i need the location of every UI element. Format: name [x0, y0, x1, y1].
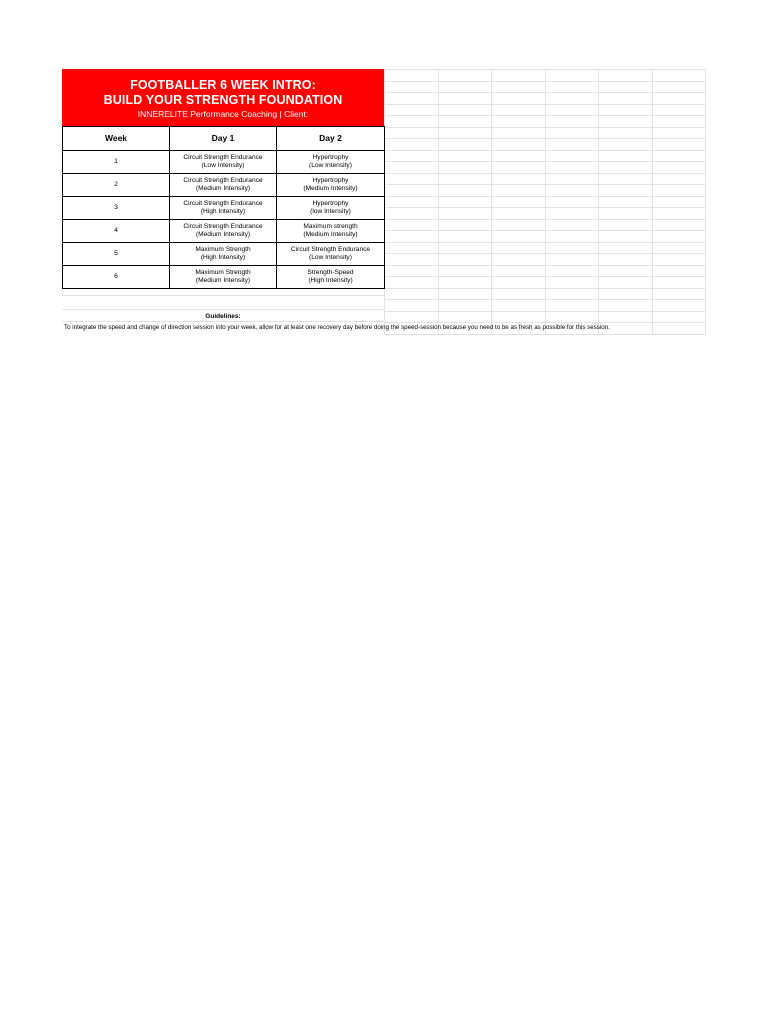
table-row: [63, 243, 385, 266]
title-line-2: BUILD YOUR STRENGTH FOUNDATION: [103, 93, 343, 107]
week-cell: [63, 151, 170, 174]
day-2-cell: [277, 243, 385, 266]
grid-line: [384, 288, 706, 289]
grid-line: [598, 69, 599, 334]
day-1-cell-line-2: (High Intensity): [200, 254, 246, 261]
table-row: [63, 266, 385, 289]
day-1-cell-line-1: Maximum Strength: [195, 245, 251, 253]
grid-line: [384, 322, 706, 323]
day-1-cell: [170, 266, 277, 289]
guidelines-text: To integrate the speed and change of direction session into your week, allow for at least one recovery day before doing the speed-session because you need to be as fresh as possible for this session.: [64, 324, 610, 331]
guidelines-title: Guidelines:: [205, 313, 241, 320]
day-2-cell-line-1: Circuit Strength Endurance: [290, 245, 371, 253]
day-1-cell-line-2: (Medium Intensity): [195, 277, 251, 284]
day-1-cell: [170, 197, 277, 220]
grid-line: [384, 196, 706, 197]
column-header-day-1: Day 1: [170, 127, 277, 151]
day-2-cell-line-1: Hypertrophy: [312, 199, 349, 207]
day-2-cell-line-1: Hypertrophy: [312, 176, 349, 184]
day-2-cell-line-1: Maximum strength: [303, 222, 358, 230]
grid-line: [384, 184, 706, 185]
grid-line: [491, 69, 492, 334]
title-banner: [62, 69, 384, 126]
grid-line: [545, 69, 546, 334]
grid-line: [384, 299, 706, 300]
grid-line: [384, 311, 706, 312]
week-cell-line-1: 4: [114, 226, 118, 234]
week-cell: [63, 266, 170, 289]
grid-line: [384, 104, 706, 105]
grid-line: [384, 242, 706, 243]
day-1-cell: [170, 151, 277, 174]
grid-line: [384, 219, 706, 220]
grid-line: [384, 276, 706, 277]
week-cell-line-1: 2: [114, 180, 118, 188]
grid-line: [705, 69, 706, 334]
day-1-cell-line-2: (High Intensity): [200, 208, 246, 215]
day-1-cell-line-1: Circuit Strength Endurance: [183, 199, 263, 207]
week-cell: [63, 174, 170, 197]
grid-line: [384, 207, 706, 208]
week-cell-line-1: 6: [114, 272, 118, 280]
week-cell-line-1: 1: [114, 157, 118, 165]
column-header-day-2: Day 2: [277, 127, 385, 151]
program-table: [62, 126, 385, 289]
day-2-cell: [277, 197, 385, 220]
week-cell: [63, 197, 170, 220]
table-row: [63, 220, 385, 243]
day-2-cell-line-2: (Medium Intensity): [303, 231, 358, 238]
grid-line: [384, 69, 706, 70]
divider: [62, 295, 384, 296]
day-1-cell-line-1: Circuit Strength Endurance: [183, 222, 263, 230]
day-2-cell: [277, 220, 385, 243]
grid-line: [384, 138, 706, 139]
day-2-cell: [277, 151, 385, 174]
day-2-cell-line-2: (Low Intensity): [309, 254, 352, 261]
day-2-cell-line-2: (low Intensity): [310, 208, 351, 215]
day-1-cell-line-2: (Medium Intensity): [195, 231, 251, 238]
grid-line: [384, 230, 706, 231]
title-line-1: FOOTBALLER 6 WEEK INTRO:: [130, 78, 316, 92]
day-2-cell: [277, 266, 385, 289]
subtitle: INNERELITE Performance Coaching | Client:: [137, 109, 309, 119]
day-2-cell-line-1: Hypertrophy: [312, 153, 349, 161]
grid-line: [384, 253, 706, 254]
grid-line: [384, 81, 706, 82]
day-2-cell-line-2: (Low Intensity): [309, 162, 352, 169]
day-2-cell: [277, 174, 385, 197]
table-row: [63, 151, 385, 174]
day-1-cell-line-2: (Medium Intensity): [195, 185, 251, 192]
grid-line: [384, 334, 706, 335]
day-1-cell-line-1: Circuit Strength Endurance: [183, 176, 263, 184]
week-cell-line-1: 5: [114, 249, 118, 257]
day-1-cell: [170, 243, 277, 266]
day-1-cell: [170, 220, 277, 243]
week-cell-line-1: 3: [114, 203, 118, 211]
day-1-cell-line-1: Circuit Strength Endurance: [183, 153, 263, 161]
table-header-row: [63, 127, 385, 151]
day-2-cell-line-2: (High Intensity): [308, 277, 353, 284]
column-header-week: Week: [63, 127, 170, 151]
day-1-cell-line-2: (Low Intensity): [201, 162, 245, 169]
day-2-cell-line-2: (Medium Intensity): [303, 185, 358, 192]
grid-line: [652, 69, 653, 334]
table-row: [63, 174, 385, 197]
day-2-cell-line-1: Strength-Speed: [307, 268, 354, 276]
grid-line: [384, 161, 706, 162]
divider: [62, 309, 384, 310]
divider: [62, 321, 384, 322]
day-1-cell: [170, 174, 277, 197]
grid-line: [384, 265, 706, 266]
grid-line: [384, 127, 706, 128]
week-cell: [63, 243, 170, 266]
spreadsheet: [62, 69, 706, 334]
grid-line: [384, 115, 706, 116]
grid-line: [384, 150, 706, 151]
table-row: [63, 197, 385, 220]
grid-line: [384, 92, 706, 93]
week-cell: [63, 220, 170, 243]
day-1-cell-line-1: Maximum Strength: [195, 268, 251, 276]
grid-line: [384, 173, 706, 174]
grid-line: [438, 69, 439, 334]
